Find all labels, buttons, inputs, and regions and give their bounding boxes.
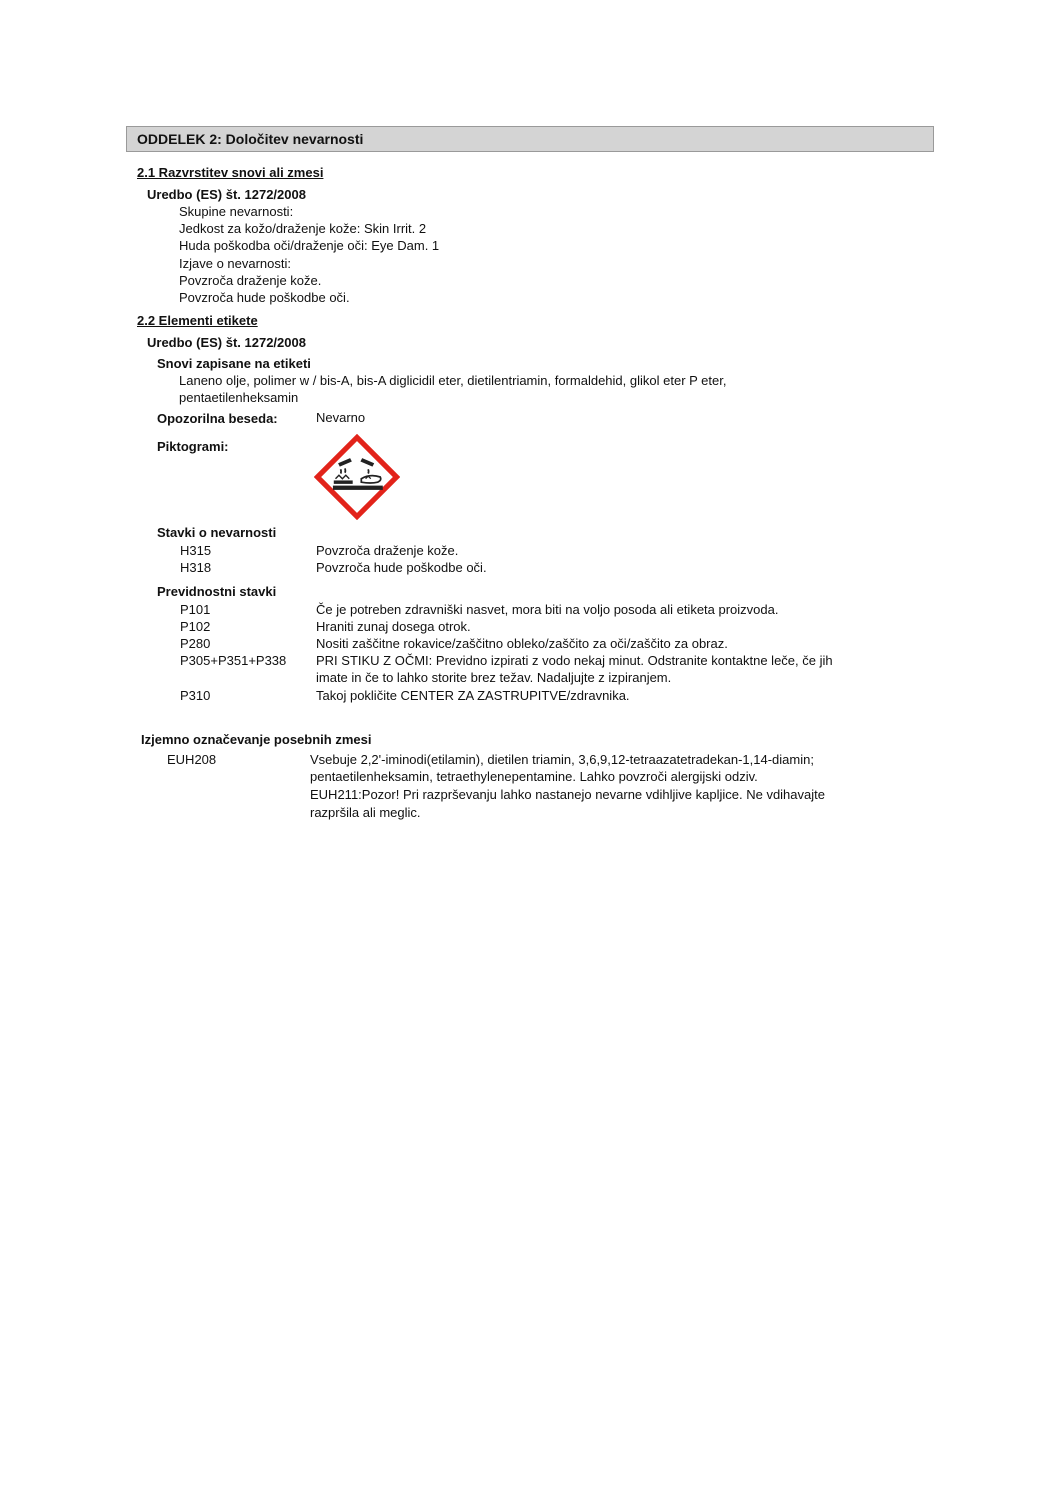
hazard-text: Povzroča hude poškodbe oči. (316, 560, 487, 575)
regulation-label-2-2: Uredbo (ES) št. 1272/2008 (147, 335, 306, 350)
special-text: Vsebuje 2,2'-iminodi(etilamin), dietilen triamin, 3,6,9,12-tetraazatetradekan-1,14-diamin; (310, 752, 814, 767)
precaution-text: Če je potreben zdravniški nasvet, mora biti na voljo posoda ali etiketa proizvoda. (316, 602, 779, 617)
subsection-2-1-heading: 2.1 Razvrstitev snovi ali zmesi (137, 165, 324, 180)
classification-line: Povzroča hude poškodbe oči. (179, 290, 350, 305)
hazard-text: Povzroča draženje kože. (316, 543, 459, 558)
subsection-2-2-heading: 2.2 Elementi etikete (137, 313, 258, 328)
special-code: EUH208 (167, 752, 217, 767)
special-text: EUH211:Pozor! Pri razprševanju lahko nastanejo nevarne vdihljive kapljice. Ne vdihavajte (310, 787, 825, 802)
precaution-code: P101 (180, 602, 211, 617)
signal-word-value: Nevarno (316, 410, 366, 425)
precaution-code: P102 (180, 619, 211, 634)
classification-line: Izjave o nevarnosti: (179, 256, 292, 271)
special-labelling-heading: Izjemno označevanje posebnih zmesi (141, 732, 372, 747)
precaution-text: Hraniti zunaj dosega otrok. (316, 619, 471, 634)
signal-word-label: Opozorilna beseda: (157, 411, 278, 426)
precautionary-statements-heading: Previdnostni stavki (157, 584, 277, 599)
special-text: razpršila ali meglic. (310, 805, 421, 820)
precaution-text: PRI STIKU Z OČMI: Previdno izpirati z vodo nekaj minut. Odstranite kontaktne leče, če jih (316, 653, 833, 668)
precaution-code: P305+P351+P338 (180, 653, 287, 668)
regulation-label-2-1: Uredbo (ES) št. 1272/2008 (147, 187, 306, 202)
special-text: pentaetilenheksamin, tetraethylenepentamine. Lahko povzroči alergijski odziv. (310, 769, 758, 784)
hazard-statements-heading: Stavki o nevarnosti (157, 525, 277, 540)
precaution-text: imate in če to lahko storite brez težav. Nadaljujte z izpiranjem. (316, 670, 672, 685)
precaution-code: P280 (180, 636, 211, 651)
precaution-text: Takoj pokličite CENTER ZA ZASTRUPITVE/zdravnika. (316, 688, 630, 703)
precaution-code: P310 (180, 688, 211, 703)
section-title: ODDELEK 2: Določitev nevarnosti (137, 131, 364, 147)
corrosion-ghs05-icon (314, 434, 400, 520)
label-substances-heading: Snovi zapisane na etiketi (157, 356, 311, 371)
classification-line: Povzroča draženje kože. (179, 273, 322, 288)
pictograms-label: Piktogrami: (157, 439, 229, 454)
classification-line: Skupine nevarnosti: (179, 204, 294, 219)
section-header (126, 126, 934, 152)
label-substances-line: pentaetilenheksamin (179, 390, 299, 405)
classification-line: Jedkost za kožo/draženje kože: Skin Irrit. 2 (179, 221, 427, 236)
hazard-code: H315 (180, 543, 212, 558)
label-substances-line: Laneno olje, polimer w / bis-A, bis-A diglicidil eter, dietilentriamin, formaldehid, glikol eter P eter, (179, 373, 727, 388)
precaution-text: Nositi zaščitne rokavice/zaščitno obleko/zaščito za oči/zaščito za obraz. (316, 636, 728, 651)
classification-line: Huda poškodba oči/draženje oči: Eye Dam. 1 (179, 238, 440, 253)
hazard-code: H318 (180, 560, 212, 575)
